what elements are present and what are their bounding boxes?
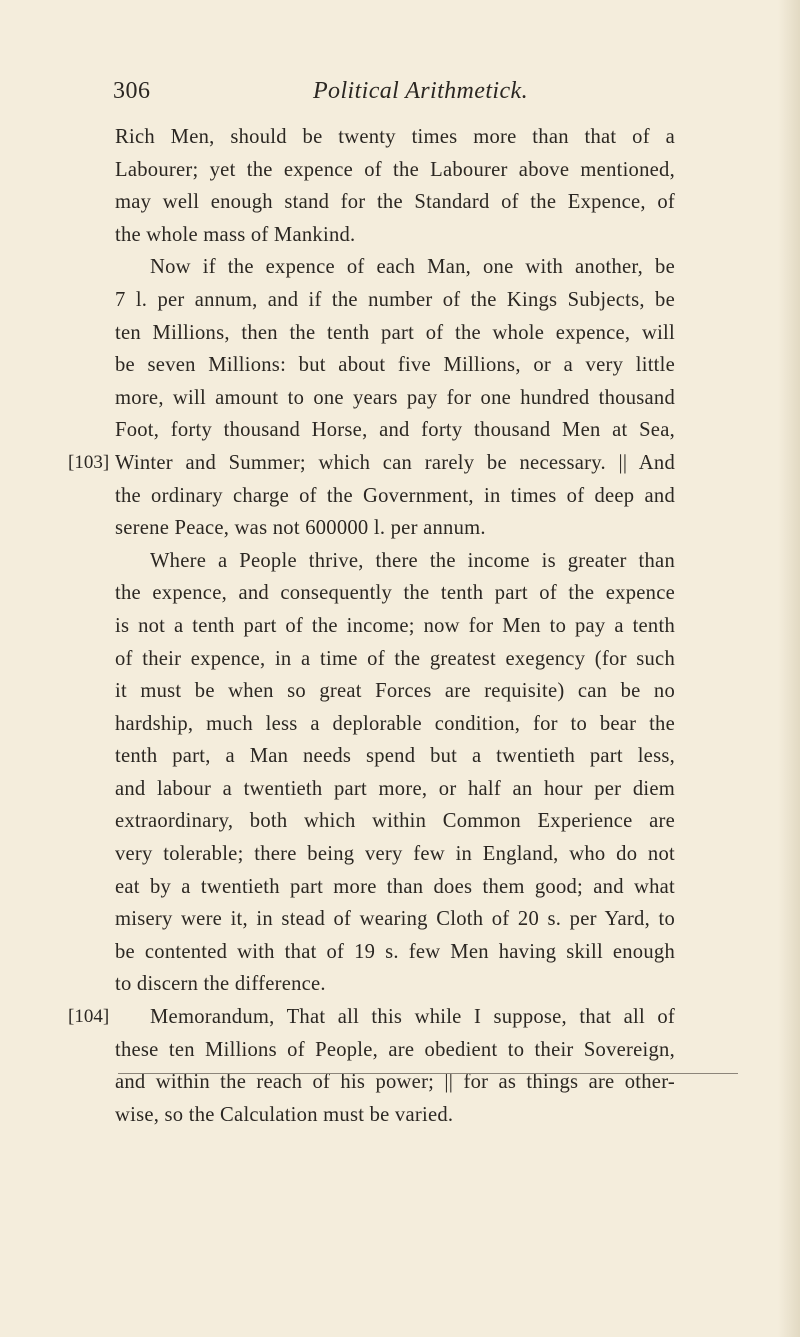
text-line: of their expence, in a time of the greatest exegency (for such [115,647,675,670]
text-line: it must be when so great Forces are requisite) can be no [115,680,675,703]
margin-note-103: [103] [68,452,110,473]
text-line: and within the reach of his power; || for as things are other- [115,1071,675,1094]
page-number: 306 [113,78,151,104]
text-line: tenth part, a Man needs spend but a twentieth part less, [115,745,675,768]
text-line: Memorandum, That all this while I suppose, that all of [150,1006,675,1029]
text-line: misery were it, in stead of wearing Cloth of 20 s. per Yard, to [115,908,675,931]
text-line: 7 l. per annum, and if the number of the Kings Subjects, be [115,288,675,311]
text-line: Labourer; yet the expence of the Labourer above mentioned, [115,158,675,181]
margin-note-104: [104] [68,1006,110,1027]
text-line: eat by a twentieth part more than does them good; and what [115,875,675,898]
text-line: and labour a twentieth part more, or half an hour per diem [115,777,675,800]
text-line: very tolerable; there being very few in England, who do not [115,843,675,866]
text-line: the expence, and consequently the tenth part of the expence [115,582,675,605]
text-line: wise, so the Calculation must be varied. [115,1103,454,1126]
text-line: Winter and Summer; which can rarely be necessary. || And [115,451,675,474]
text-line: Where a People thrive, there the income is greater than [150,549,675,572]
text-line: is not a tenth part of the income; now for Men to pay a tenth [115,614,675,637]
body-text [115,121,675,1131]
page-edge-shadow [778,0,800,1337]
text-line: Foot, forty thousand Horse, and forty thousand Men at Sea, [115,419,675,442]
text-line: the ordinary charge of the Government, in times of deep and [115,484,675,507]
text-line: these ten Millions of People, are obedient to their Sovereign, [115,1038,675,1061]
page-header [113,78,673,114]
footer-rule [118,1073,738,1074]
text-line: serene Peace, was not 600000 l. per annum. [115,517,486,540]
text-line: the whole mass of Mankind. [115,223,356,246]
text-line: Now if the expence of each Man, one with another, be [150,256,675,279]
text-line: more, will amount to one years pay for one hundred thousand [115,386,675,409]
text-line: be seven Millions: but about five Millions, or a very little [115,354,675,377]
text-line: hardship, much less a deplorable condition, for to bear the [115,712,675,735]
text-line: be contented with that of 19 s. few Men having skill enough [115,940,675,963]
text-line: Rich Men, should be twenty times more than that of a [115,126,675,148]
text-line: to discern the difference. [115,973,326,996]
text-line: ten Millions, then the tenth part of the whole expence, will [115,321,675,344]
running-title: Political Arithmetick. [313,78,528,104]
text-line: may well enough stand for the Standard of the Expence, of [115,191,675,214]
text-line: extraordinary, both which within Common Experience are [115,810,675,833]
